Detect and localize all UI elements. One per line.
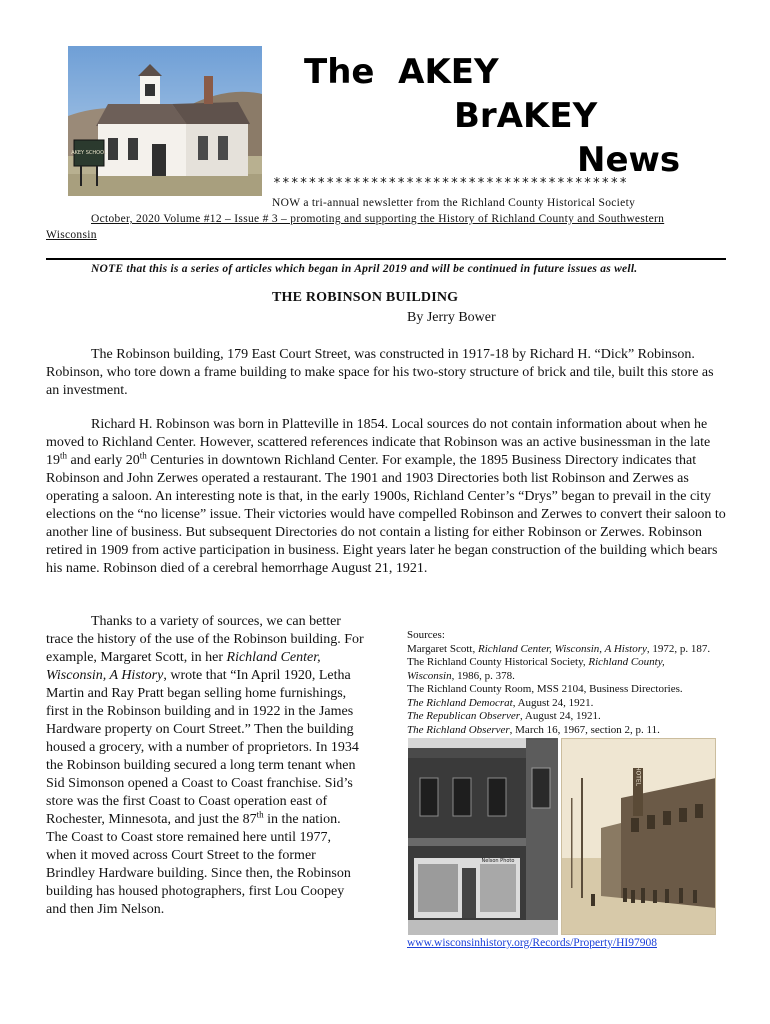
star-divider: **************************************** <box>273 176 629 191</box>
masthead-title-line-2: BrAKEY <box>454 96 598 136</box>
tagline: NOW a tri-annual newsletter from the Richland County Historical Society <box>272 197 636 209</box>
source-item: Margaret Scott, Richland Center, Wisconsin, A History, 1972, p. 187. <box>407 642 711 655</box>
source-item: The Richland County Room, MSS 2104, Business Directories. <box>407 683 683 695</box>
paragraph-3-text-c: in the nation. The Coast to Coast store remained here until 1977, when it moved across Court Street to the former Brindley Hardware building. Since then, the Robinson building has housed photographers, first Lou Coopey and then Jim Nelson. <box>46 812 351 917</box>
paragraph-3 <box>46 613 364 919</box>
superscript: th <box>139 450 147 461</box>
paragraph-2-text-b: and early 20 <box>67 453 140 468</box>
masthead-title-line-3: News <box>577 140 681 180</box>
source-item: The Richland Observer, March 16, 1967, section 2, p. 11. <box>407 723 660 736</box>
hotel-sign-text: HOTEL <box>634 765 642 787</box>
paragraph-2-text-a: Richard H. Robinson was born in Platteville in 1854. Local sources do not contain information about when he moved to Richland Center. However, scattered references indicate that Robinson was an active businessman in the late 19 <box>46 417 711 468</box>
issue-line: October, 2020 Volume #12 – Issue # 3 – promoting and supporting the History of Richland County and Southwestern <box>91 213 665 225</box>
wisconsin-history-link[interactable]: www.wisconsinhistory.org/Records/Property/HI97908 <box>407 937 657 949</box>
sources-list <box>407 629 737 737</box>
issue-line-continued: Wisconsin <box>46 229 97 241</box>
series-note: NOTE that this is a series of articles which began in April 2019 and will be continued in future issues as well. <box>91 263 638 275</box>
book-title: Richland Center, Wisconsin, A History <box>46 650 321 683</box>
paragraph-2 <box>46 416 730 578</box>
paragraph-3-text-b: , wrote that “In April 1920, Letha Martin and Ray Pratt began selling home furnishings, first in the Robinson building and in 1922 in the James Hardware property on Court Street.” Then the building housed a grocery, with a number of proprietors. In 1934 the Robinson building secured a long term tenant when Sid Simonson opened a Coast to Coast franchise. Sid’s store was the first Coast to Coast operation east of Rochester, Minnesota, and just the 87 <box>46 668 359 827</box>
sources-heading: Sources: <box>407 629 445 641</box>
source-item: Wisconsin, 1986, p. 378. <box>407 669 515 682</box>
masthead-title-line-1: The AKEY <box>304 52 499 92</box>
paragraph-3-text-a: Thanks to a variety of sources, we can better trace the history of the use of the Robinson building. For example, Margaret Scott, in her <box>46 614 364 665</box>
superscript: th <box>256 809 264 820</box>
robinson-building-photo <box>408 738 558 935</box>
paragraph-2-text-c: Centuries in downtown Richland Center. For example, the 1895 Business Directory indicates that Robinson and John Zerwes operated a restaurant. The 1901 and 1903 Directories both list Robinson and Zerwes as operating a saloon. An interesting note is that, in the early 1900s, Richland Center’s “Drys” began to prevail in the city elections on the “no license” issue. Their victories would have compelled Robinson and Zerwes to convert their saloon to another line of business. But subsequent Directories do not contain a listing for either Robinson or Zerwes. Robinson retired in 1909 from active participation in business. Eight years later he began construction of the building which bears his name. Robinson died of a cerebral hemorrhage August 21, 1921. <box>46 453 726 576</box>
superscript: th <box>60 450 68 461</box>
article-title: THE ROBINSON BUILDING <box>272 290 459 305</box>
source-item: The Richland Democrat, August 24, 1921. <box>407 696 594 709</box>
historic-street-photo <box>561 738 716 935</box>
paragraph-1 <box>46 346 730 400</box>
storefront-sign-text: Nelson Photo <box>481 858 515 864</box>
horizontal-rule <box>46 258 726 260</box>
schoolhouse-photo <box>68 46 262 196</box>
source-item: The Richland County Historical Society, Richland County, <box>407 656 665 668</box>
article-byline: By Jerry Bower <box>407 310 496 325</box>
source-item: The Republican Observer, August 24, 1921. <box>407 710 601 722</box>
paragraph-1-text: The Robinson building, 179 East Court Street, was constructed in 1917-18 by Richard H. “Dick” Robinson. Robinson, who tore down a frame building to make space for his two-story structure of brick and tile, built this store as an investment. <box>46 347 714 398</box>
sign-text: AKEY SCHOOL <box>71 150 107 156</box>
